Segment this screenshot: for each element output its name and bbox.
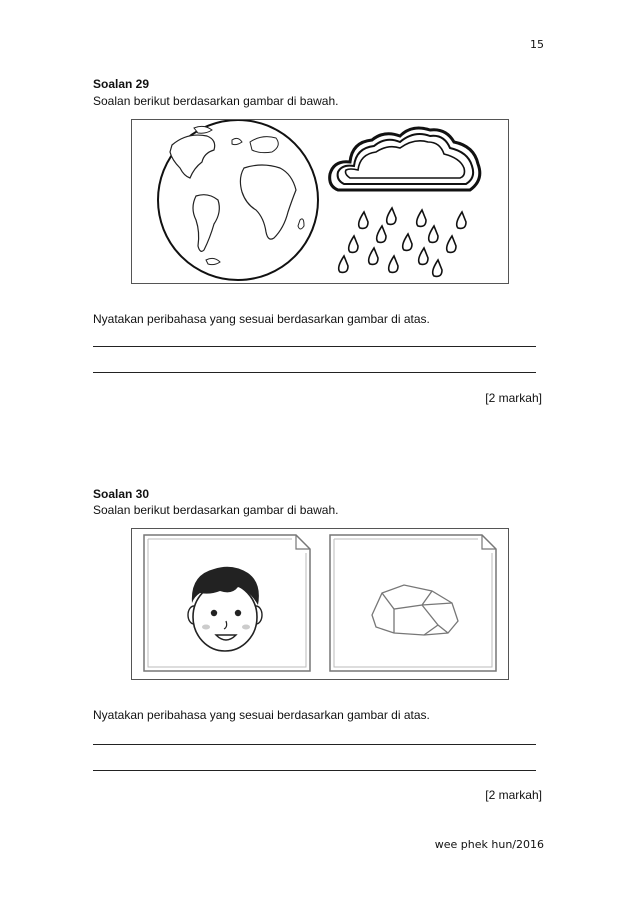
- raindrops-icon: [339, 208, 466, 276]
- marks-label: [2 markah]: [485, 391, 542, 405]
- marks-label: [2 markah]: [485, 788, 542, 802]
- answer-line[interactable]: [93, 744, 536, 745]
- question-intro: Soalan berikut berdasarkan gambar di bawah.: [93, 503, 339, 517]
- question-prompt: Nyatakan peribahasa yang sesuai berdasarkan gambar di atas.: [93, 708, 430, 722]
- question-prompt: Nyatakan peribahasa yang sesuai berdasarkan gambar di atas.: [93, 312, 430, 326]
- answer-line[interactable]: [93, 770, 536, 771]
- answer-line[interactable]: [93, 346, 536, 347]
- footer-credit: wee phek hun/2016: [434, 838, 544, 851]
- page-number: 15: [530, 38, 544, 51]
- question-intro: Soalan berikut berdasarkan gambar di bawah.: [93, 94, 339, 108]
- answer-line[interactable]: [93, 372, 536, 373]
- question-title: Soalan 30: [93, 487, 150, 501]
- question-figure: [131, 119, 509, 284]
- boy-face-icon: [188, 567, 262, 651]
- question-title: Soalan 29: [93, 77, 150, 91]
- rain-cloud-icon: [330, 128, 480, 190]
- globe-icon: [158, 120, 318, 280]
- question-figure: [131, 528, 509, 680]
